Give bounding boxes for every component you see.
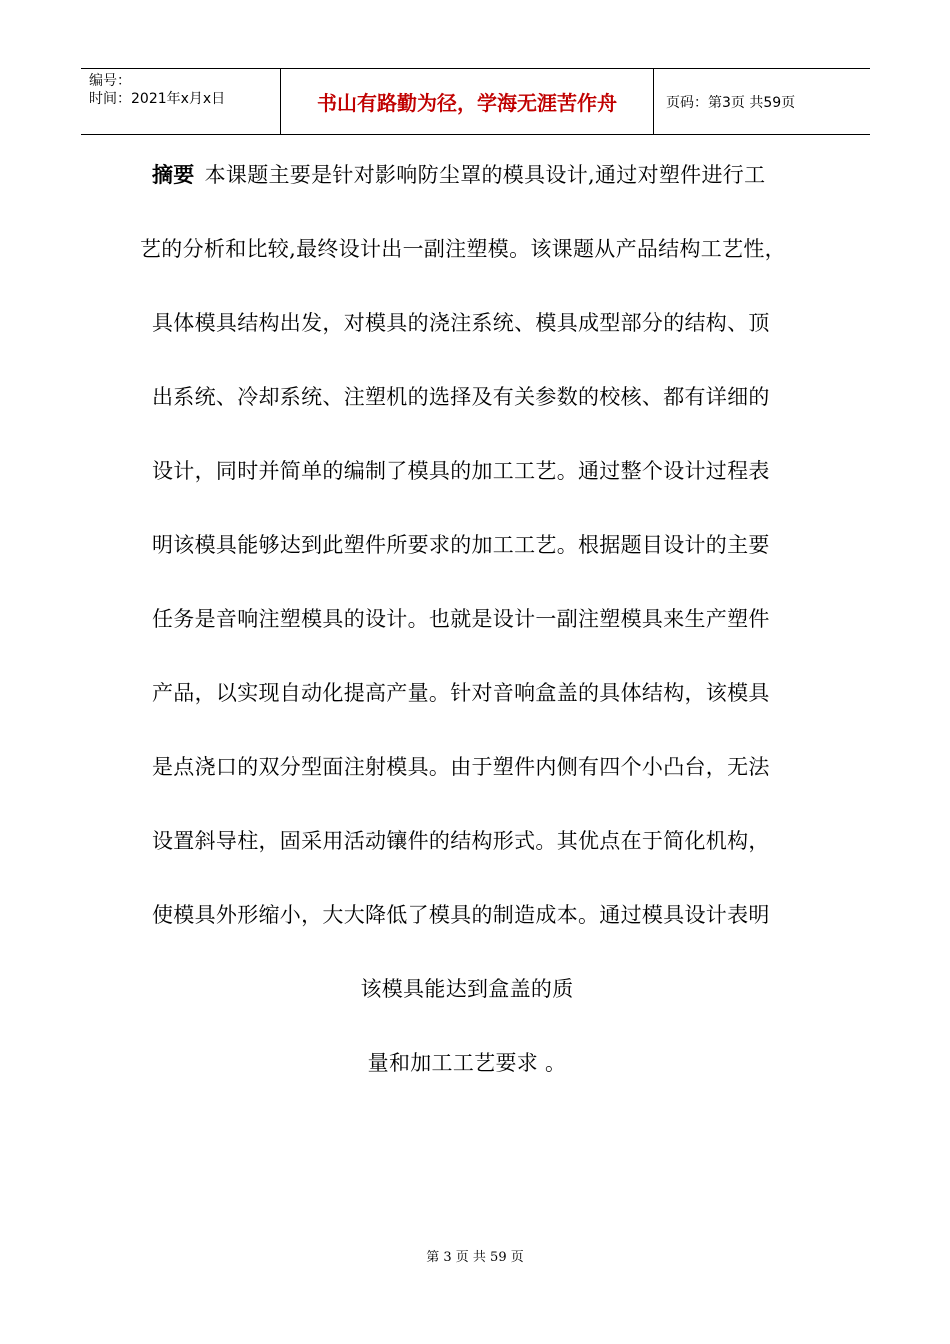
abstract-line: 使模具外形缩小，大大降低了模具的制造成本。通过模具设计表明 [152,903,770,927]
header-motto-cell [281,69,654,134]
abstract-line: 产品，以实现自动化提高产量。针对音响盒盖的具体结构，该模具 [152,681,770,705]
abstract-line: 明该模具能够达到此塑件所要求的加工工艺。根据题目设计的主要 [152,533,770,557]
page-footer: 第 3 页 共 59 页 [426,1250,524,1265]
header-page-info: 页码：第3页 共59页 [666,94,796,111]
abstract-body [140,160,802,1078]
header-meta [81,69,281,134]
header-page-cell [654,69,870,134]
abstract-line: 设置斜导柱，固采用活动镶件的结构形式。其优点在于简化机构， [152,829,770,853]
abstract-heading: 摘要 [152,162,195,187]
abstract-line: 该模具能达到盒盖的质 [360,977,574,1001]
abstract-line: 出系统、冷却系统、注塑机的选择及有关参数的校核、都有详细的 [152,385,770,409]
abstract-line: 设计，同时并简单的编制了模具的加工工艺。通过整个设计过程表 [152,459,770,483]
header-motto: 书山有路勤为径，学海无涯苦作舟 [317,91,617,115]
document-time-label: 时间：2021年x月x日 [89,91,226,107]
abstract-line: 是点浇口的双分型面注射模具。由于塑件内侧有四个小凸台，无法 [152,755,770,779]
page-header [81,68,870,135]
abstract-line [152,160,802,190]
abstract-line: 量和加工工艺要求 。 [367,1051,567,1075]
document-number-label: 编号： [89,73,131,89]
abstract-line: 具体模具结构出发，对模具的浇注系统、模具成型部分的结构、顶 [152,311,770,335]
abstract-line: 艺的分析和比较,最终设计出一副注塑模。该课题从产品结构工艺性， [140,237,786,261]
abstract-line: 任务是音响注塑模具的设计。也就是设计一副注塑模具来生产塑件 [152,607,770,631]
abstract-text: 本课题主要是针对影响防尘罩的模具设计,通过对塑件进行工 [204,163,766,187]
